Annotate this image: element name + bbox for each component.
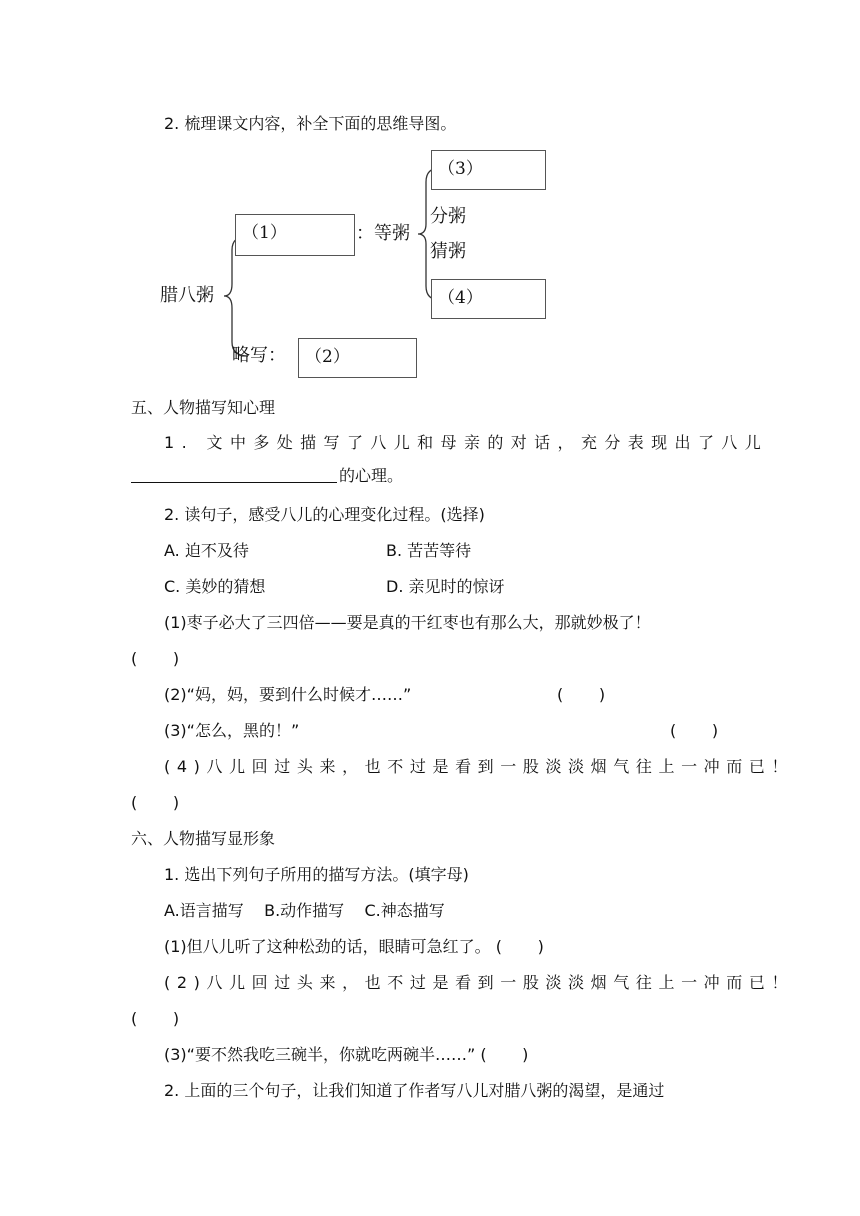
answer-paren-5-4[interactable]: ( ): [131, 793, 180, 812]
section-5-heading: 五、人物描写知心理: [131, 398, 276, 417]
answer-box-4[interactable]: [431, 279, 546, 319]
answer-blank-q1[interactable]: [131, 482, 337, 483]
sentence-5-4: (4)八儿回过头来，也不过是看到一股淡淡烟气往上一冲而已！: [164, 757, 795, 776]
answer-paren-5-1[interactable]: ( ): [131, 649, 180, 668]
method-options: A.语言描写 B.动作描写 C.神态描写: [164, 901, 445, 920]
option-d: D. 亲见时的惊讶: [386, 577, 505, 596]
sentence-6-3: (3)“要不然我吃三碗半，你就吃两碗半……” ( ): [164, 1045, 529, 1064]
sentence-5-3: (3)“怎么，黑的！”: [164, 721, 300, 740]
answer-box-2[interactable]: [298, 338, 417, 378]
option-c: C. 美妙的猜想: [164, 577, 266, 596]
sentence-6-2: (2)八儿回过头来，也不过是看到一股淡淡烟气往上一冲而已！: [164, 973, 795, 992]
sentence-5-1: (1)枣子必大了三四倍——要是真的干红枣也有那么大，那就妙极了！: [164, 613, 651, 632]
answer-paren-5-2[interactable]: ( ): [557, 685, 606, 704]
answer-box-3[interactable]: [431, 150, 546, 190]
sub-fen-zhou: 分粥: [430, 206, 466, 227]
sentence-6-1: (1)但八儿听了这种松劲的话，眼睛可急红了。 ( ): [164, 937, 544, 956]
answer-paren-5-3[interactable]: ( ): [670, 721, 719, 740]
branch-lue-xie: 略写：: [232, 345, 286, 366]
answer-box-2-label: （2）: [305, 347, 350, 367]
answer-paren-6-2[interactable]: ( ): [131, 1009, 180, 1028]
answer-box-1[interactable]: [235, 214, 355, 256]
answer-box-4-label: （4）: [438, 288, 483, 308]
option-b: B. 苦苦等待: [386, 541, 472, 560]
mind-map-braces: [0, 0, 860, 400]
answer-box-1-label: （1）: [242, 223, 287, 243]
section-5-q1-tail: 的心理。: [339, 466, 404, 485]
section-5-q2: 2. 读句子，感受八儿的心理变化过程。(选择): [164, 505, 485, 524]
section-6-heading: 六、人物描写显形象: [131, 829, 276, 848]
section-6-q2: 2. 上面的三个句子，让我们知道了作者写八儿对腊八粥的渴望，是通过: [164, 1081, 665, 1100]
section-6-q1: 1. 选出下列句子所用的描写方法。(填字母): [164, 865, 469, 884]
sentence-5-2: (2)“妈，妈，要到什么时候才……”: [164, 685, 412, 704]
question-4-2: 2. 梳理课文内容，补全下面的思维导图。: [164, 114, 457, 133]
section-5-q1-line1: 1. 文中多处描写了八儿和母亲的对话，充分表现出了八儿: [164, 433, 769, 452]
answer-box-3-label: （3）: [438, 159, 483, 179]
branch-deng-zhou: ：等粥: [356, 223, 410, 244]
option-a: A. 迫不及待: [164, 541, 249, 560]
sub-cai-zhou: 猜粥: [430, 241, 466, 262]
mind-map-root: 腊八粥: [160, 285, 214, 306]
